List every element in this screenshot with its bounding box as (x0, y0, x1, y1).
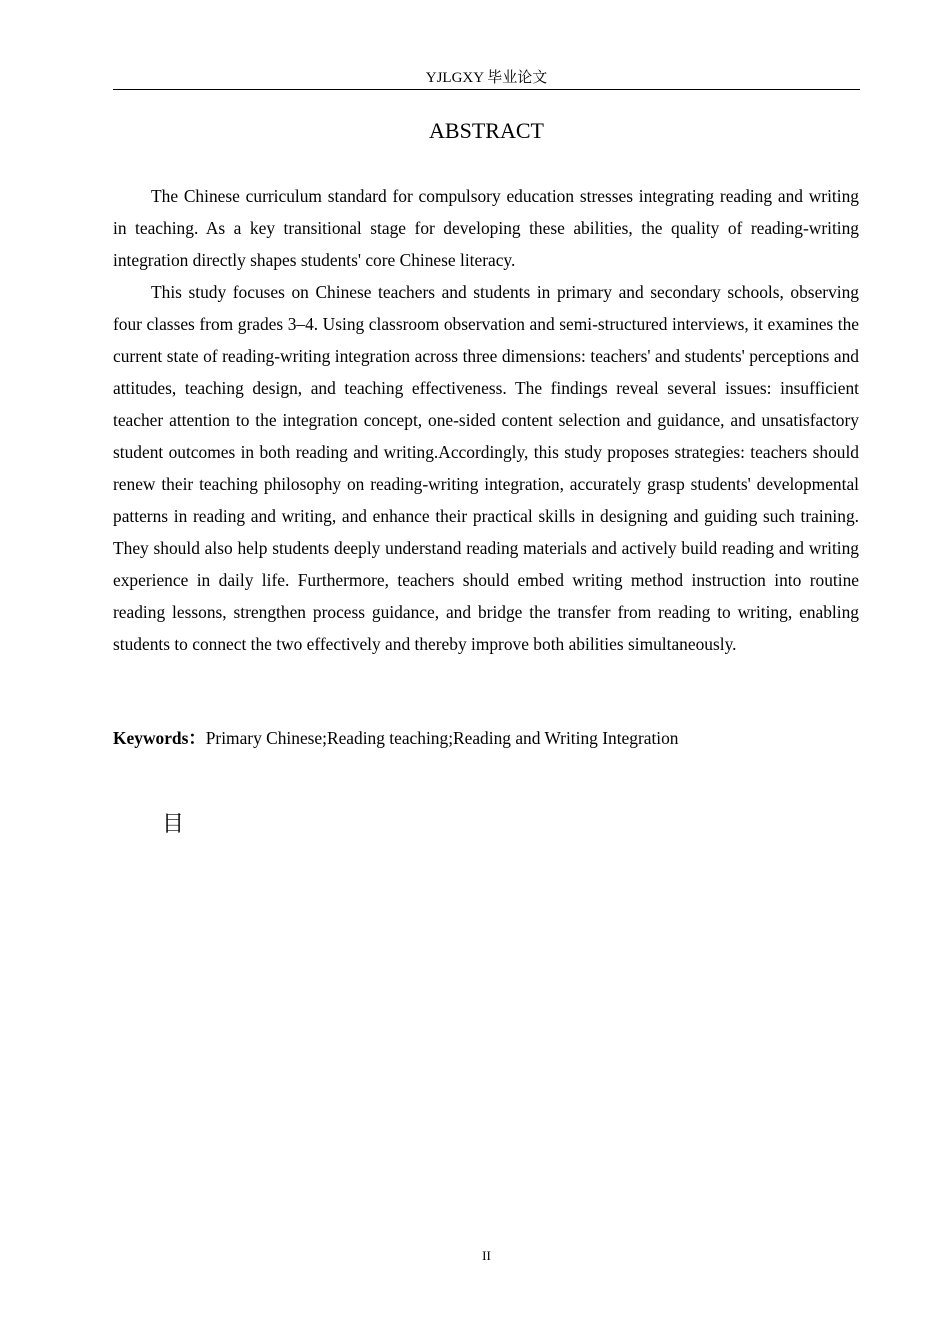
abstract-paragraph-1: The Chinese curriculum standard for compulsory education stresses integrating reading and writing in teaching. As a key transitional stage for developing these abilities, the quality of reading-writing integration directly shapes students' core Chinese literacy. (113, 186, 859, 270)
header-divider (113, 89, 860, 90)
page-number: II (482, 1248, 491, 1263)
keywords-label: Keywords： (113, 728, 206, 748)
abstract-paragraph-2: This study focuses on Chinese teachers and students in primary and secondary schools, observing four classes from grades 3–4. Using classroom observation and semi-structured interviews, it examines the current state of reading-writing integration across three dimensions: teachers' and students' perceptions and attitudes, teaching design, and teaching effectiveness. The findings reveal several issues: insufficient teacher attention to the integration concept, one-sided content selection and guidance, and unsatisfactory student outcomes in both reading and writing.Accordingly, this study proposes strategies: teachers should renew their teaching philosophy on reading-writing integration, accurately grasp students' developmental patterns in reading and writing, and enhance their practical skills in designing and guiding such training. They should also help students deeply understand reading materials and actively build reading and writing experience in daily life. Furthermore, teachers should embed writing method instruction into routine reading lessons, strengthen process guidance, and bridge the transfer from reading to writing, enabling students to connect the two effectively and thereby improve both abilities simultaneously. (113, 282, 859, 654)
abstract-title: ABSTRACT (429, 118, 544, 143)
keywords-line (113, 722, 860, 754)
running-header: YJLGXY 毕业论文 (425, 70, 548, 86)
keywords-value: Primary Chinese;Reading teaching;Reading and Writing Integration (205, 728, 679, 748)
toc-heading: 目 (162, 812, 185, 837)
abstract-body (113, 180, 859, 660)
